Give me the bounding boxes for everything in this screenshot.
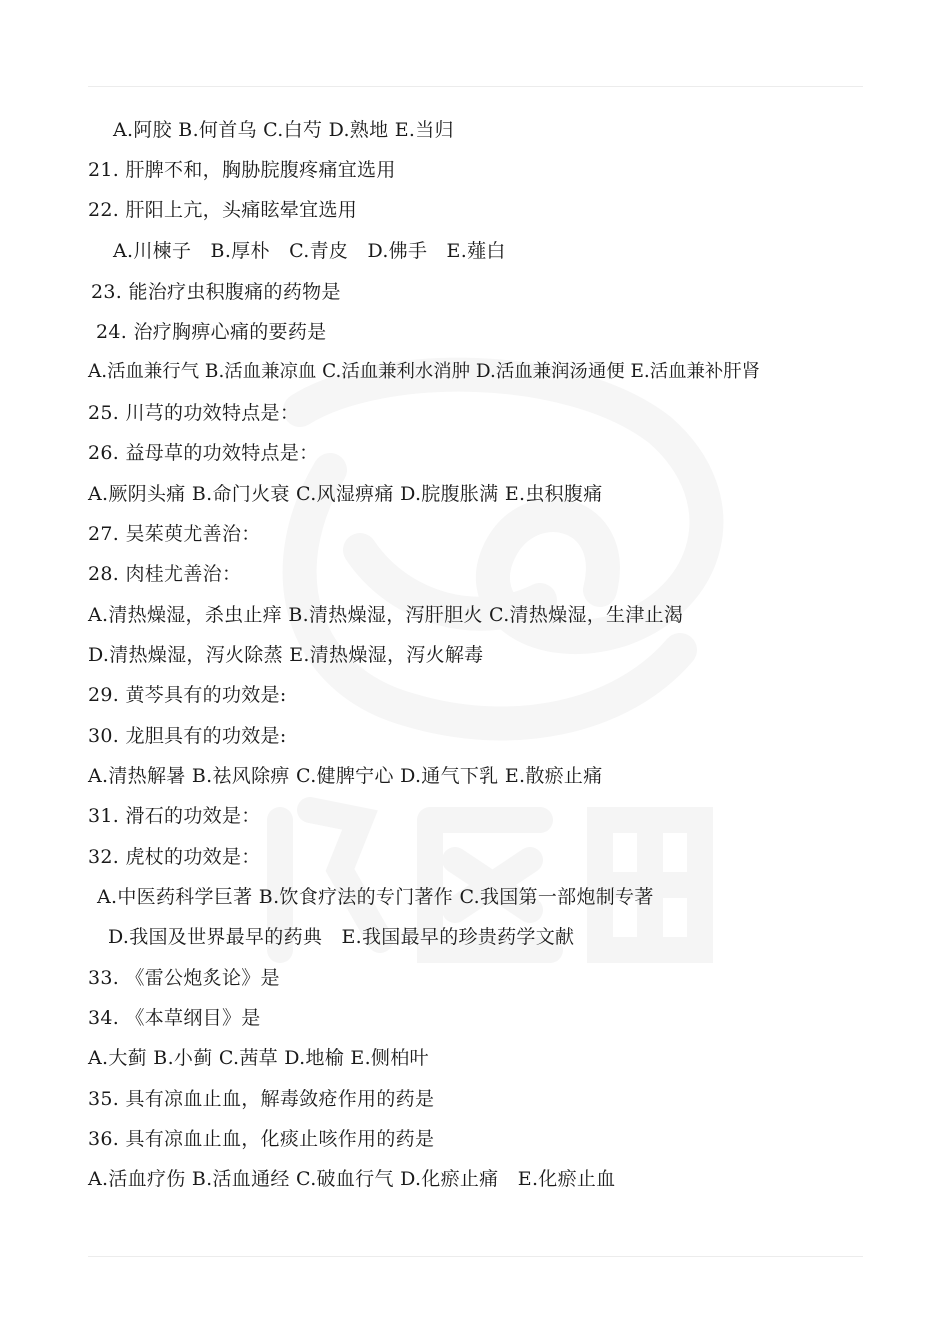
question-line: 21. 肝脾不和，胸胁脘腹疼痛宜选用 [88,159,396,181]
options-line: D.我国及世界最早的药典 E.我国最早的珍贵药学文献 [108,926,575,948]
question-line: 31. 滑石的功效是： [88,805,261,827]
options-line: A.清热燥湿，杀虫止痒 B.清热燥湿，泻肝胆火 C.清热燥湿，生津止渴 [88,604,684,626]
options-line: A.中医药科学巨著 B.饮食疗法的专门著作 C.我国第一部炮制专著 [97,886,654,908]
options-line: A.川楝子 B.厚朴 C.青皮 D.佛手 E.薤白 [113,240,506,262]
question-line: 32. 虎杖的功效是： [88,846,261,868]
question-line: 29. 黄芩具有的功效是: [88,684,287,706]
footer-rule [88,1256,863,1257]
question-line: 30. 龙胆具有的功效是: [88,725,287,747]
options-line: A.清热解暑 B.祛风除痹 C.健脾宁心 D.通气下乳 E.散瘀止痛 [88,765,603,787]
question-line: 26. 益母草的功效特点是： [88,442,319,464]
question-line: 23. 能治疗虫积腹痛的药物是 [91,281,341,303]
question-line: 33. 《雷公炮炙论》是 [88,967,280,989]
options-line: A.厥阴头痛 B.命门火衰 C.风湿痹痛 D.脘腹胀满 E.虫积腹痛 [88,483,603,505]
question-line: 28. 肉桂尤善治： [88,563,242,585]
question-line: 22. 肝阳上亢，头痛眩晕宜选用 [88,199,358,221]
options-line: A.阿胶 B.何首乌 C.白芍 D.熟地 E.当归 [113,119,454,141]
options-line: A.活血兼行气 B.活血兼凉血 C.活血兼利水消肿 D.活血兼润汤通便 E.活血兼补肝肾 [88,361,761,382]
options-line: D.清热燥湿，泻火除蒸 E.清热燥湿，泻火解毒 [88,644,484,666]
question-line: 36. 具有凉血止血，化痰止咳作用的药是 [88,1128,435,1150]
header-rule [88,86,863,87]
question-line: 27. 吴茱萸尤善治： [88,523,261,545]
question-line: 35. 具有凉血止血，解毒敛疮作用的药是 [88,1088,435,1110]
question-line: 24. 治疗胸痹心痛的要药是 [96,321,327,343]
question-line: 25. 川芎的功效特点是： [88,402,300,424]
options-line: A.大蓟 B.小蓟 C.茜草 D.地榆 E.侧柏叶 [88,1047,429,1069]
options-line: A.活血疗伤 B.活血通经 C.破血行气 D.化瘀止痛 E.化瘀止血 [88,1168,616,1190]
question-line: 34. 《本草纲目》是 [88,1007,261,1029]
